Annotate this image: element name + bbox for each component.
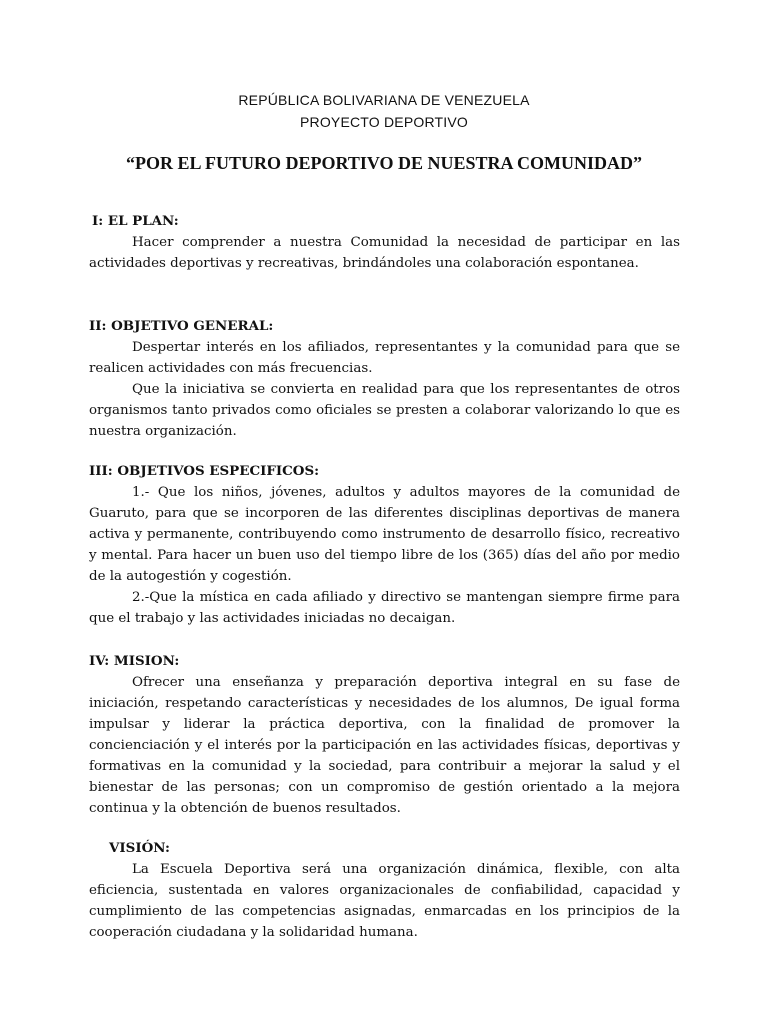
paragraph: Ofrecer una enseñanza y preparación deportiva integral en su fase de iniciación, respetando características y necesidades de los alumnos, De igual forma impulsar y liderar la práctica deportiva, con la finalidad de promover la concienciación y el interés por la participación en las actividades físicas, deportivas y formativas en la comunidad y la sociedad, para contribuir a mejorar la salud y el bienestar de las personas; con un compromiso de gestión orientado a la mejora continua y la obtención de buenos resultados.	[89, 675, 680, 816]
section-heading: IV: MISION:	[89, 653, 180, 669]
section-mision	[89, 651, 680, 819]
section-heading: VISIÓN:	[109, 840, 170, 856]
section-objetivos-especificos	[89, 461, 680, 629]
paragraph: La Escuela Deportiva será una organización dinámica, flexible, con alta eficiencia, sustentada en valores organizacionales de confiabilidad, capacidad y cumplimiento de las competencias asignadas, enmarcadas en los principios de la cooperación ciudadana y la solidaridad humana.	[89, 862, 680, 940]
section-heading: II: OBJETIVO GENERAL:	[89, 318, 274, 334]
paragraph: 1.- Que los niños, jóvenes, adultos y adultos mayores de la comunidad de Guaruto, para que se incorporen de las diferentes disciplinas deportivas de manera activa y permanente, contribuyendo como instrumento de desarrollo físico, recreativo y mental. Para hacer un buen uso del tiempo libre de los (365) días del año por medio de la autogestión y cogestión.	[89, 485, 680, 584]
paragraph: Despertar interés en los afiliados, representantes y la comunidad para que se realicen actividades con más frecuencias.	[89, 340, 680, 376]
section-plan	[89, 211, 680, 274]
project-header: PROYECTO DEPORTIVO	[299, 114, 468, 130]
section-objetivo-general	[89, 316, 680, 442]
paragraph: Hacer comprender a nuestra Comunidad la necesidad de participar en las actividades deportivas y recreativas, brindándoles una colaboración espontanea.	[89, 235, 680, 271]
paragraph: 2.-Que la mística en cada afiliado y directivo se mantengan siempre firme para que el trabajo y las actividades iniciadas no decaigan.	[89, 590, 680, 626]
section-heading: I: EL PLAN:	[92, 213, 179, 229]
section-heading: III: OBJETIVOS ESPECIFICOS:	[89, 463, 320, 479]
section-vision	[89, 838, 680, 943]
country-header: REPÚBLICA BOLIVARIANA DE VENEZUELA	[238, 92, 530, 108]
paragraph: Que la iniciativa se convierta en realidad para que los representantes de otros organismos tanto privados como oficiales se presten a colaborar valorizando lo que es nuestra organización.	[89, 382, 680, 439]
document-title: “POR EL FUTURO DEPORTIVO DE NUESTRA COMUNIDAD”	[125, 153, 643, 173]
